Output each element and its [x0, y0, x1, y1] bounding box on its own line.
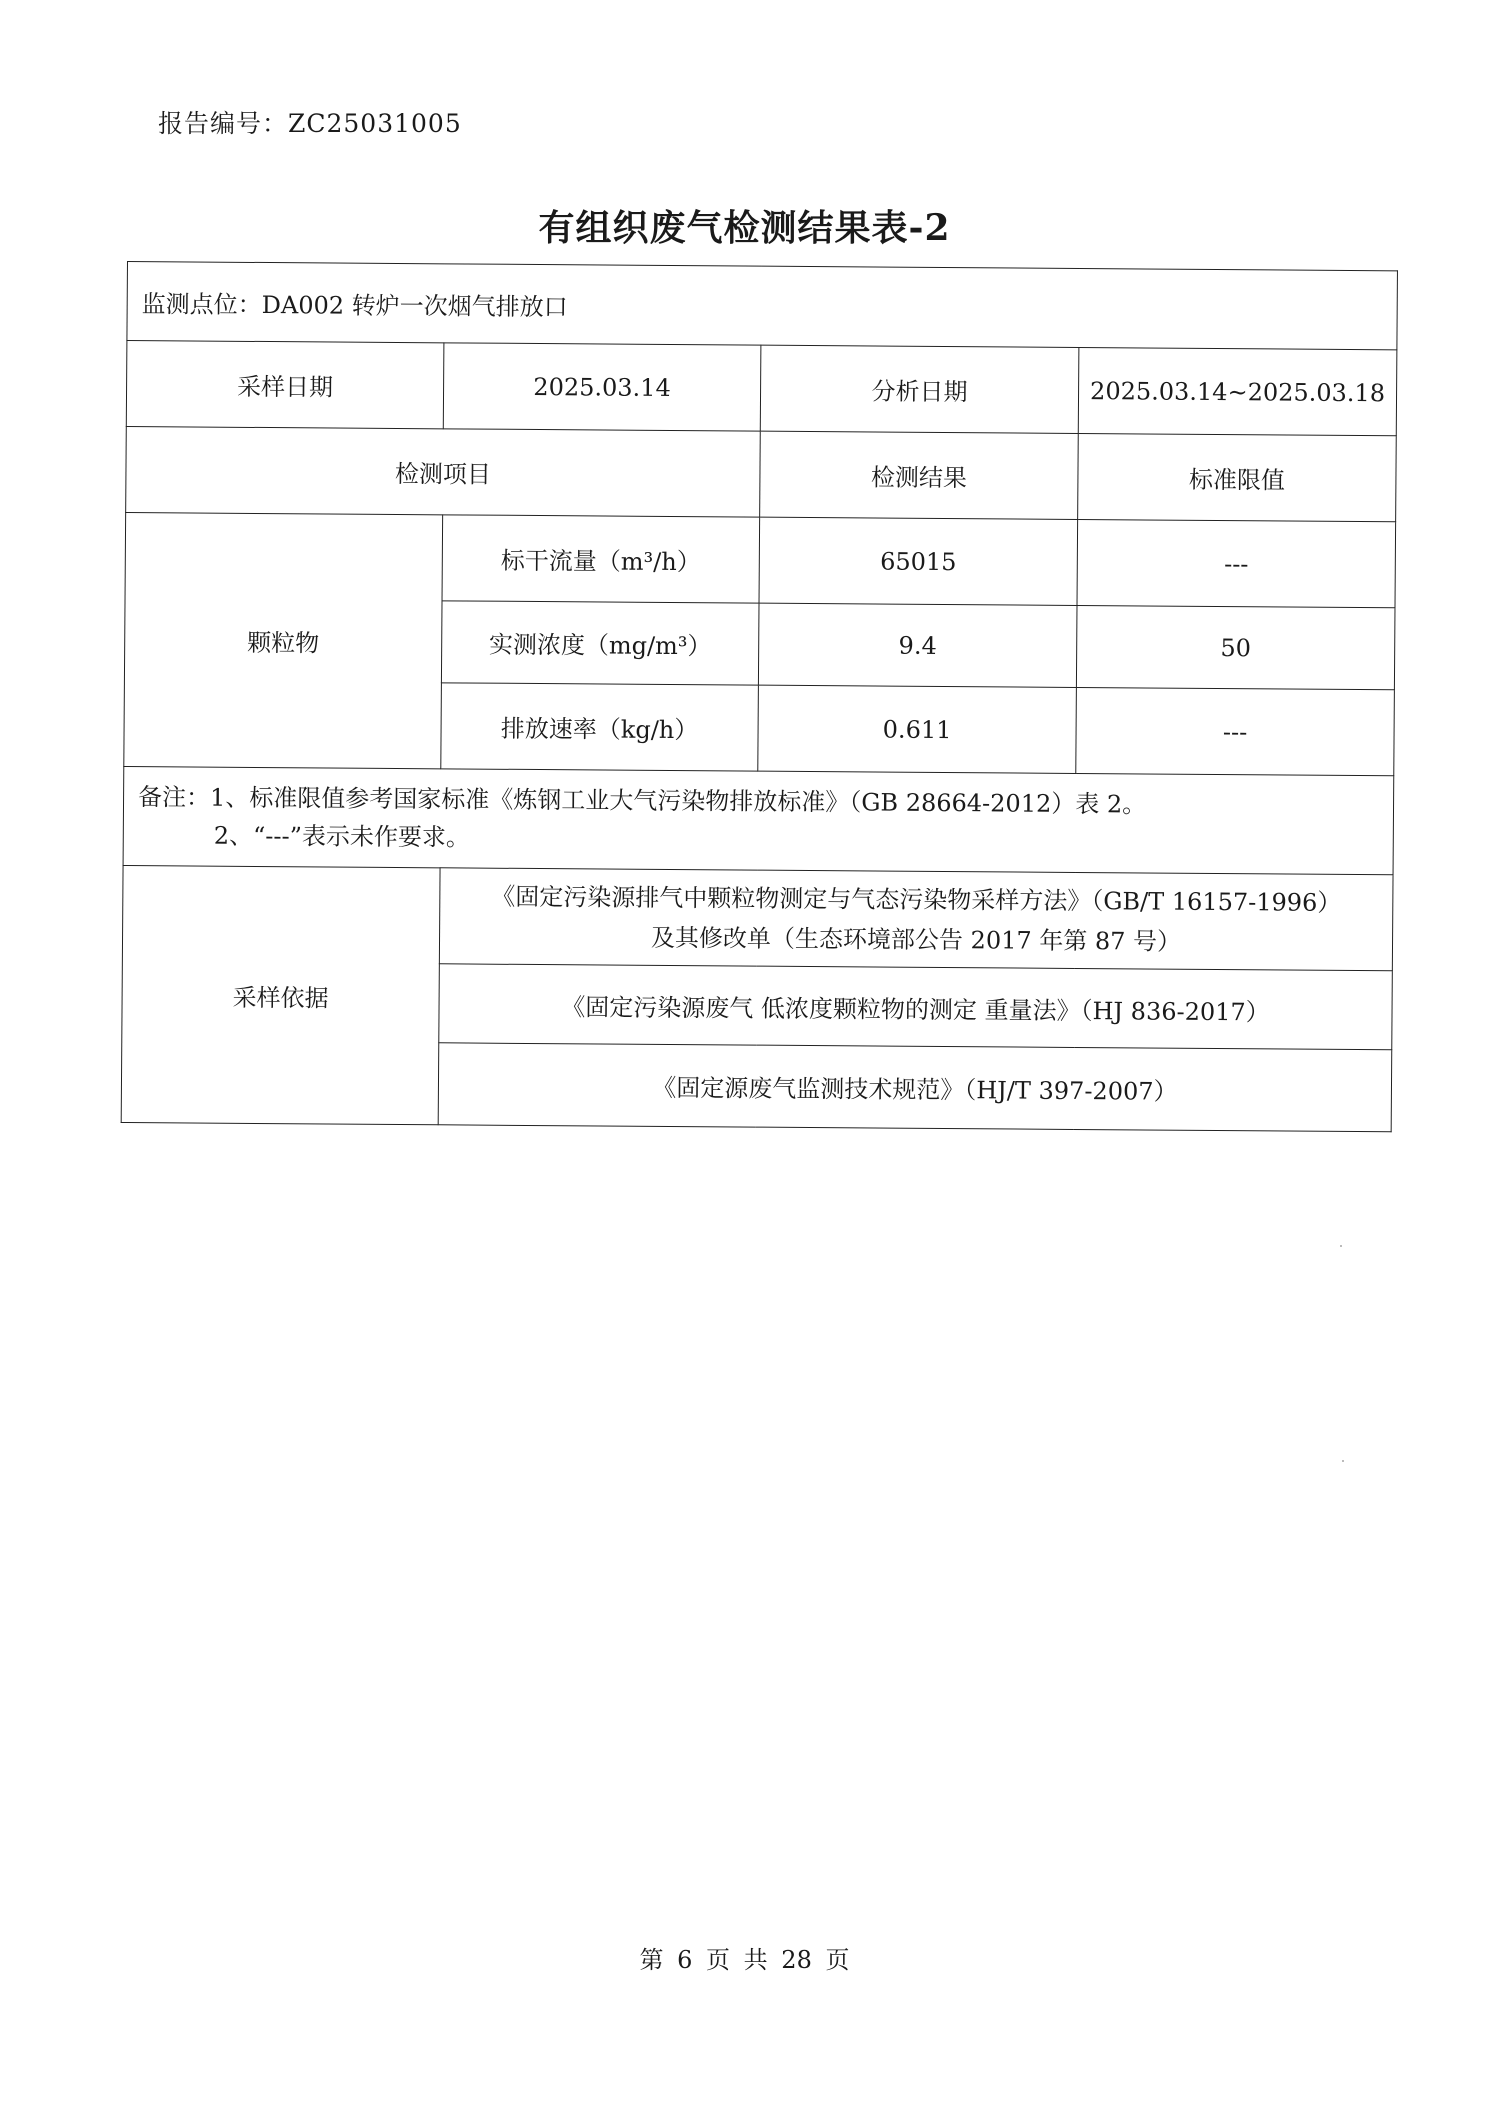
table-row [125, 512, 1396, 607]
column-header-item: 检测项目 [126, 426, 761, 517]
notes-cell [123, 766, 1394, 874]
column-header-limit: 标准限值 [1078, 433, 1397, 521]
note-line-2: 2、“---”表示未作要求。 [213, 821, 471, 852]
column-header-row [126, 426, 1397, 521]
notes-row [123, 766, 1394, 874]
basis-row [122, 865, 1393, 970]
basis-ref-1 [439, 868, 1393, 971]
basis-ref-1-line-2: 及其修改单（生态环境部公告 2017 年第 87 号） [650, 923, 1182, 956]
scan-speck [1340, 1245, 1342, 1247]
note-line-1: 备注：1、标准限值参考国家标准《炼钢工业大气污染物排放标准》（GB 28664-2012）表 2。 [137, 783, 1147, 819]
results-sheet [120, 261, 1396, 1158]
sampling-date-value: 2025.03.14 [443, 343, 761, 431]
page-number: 第 6 页 共 28 页 [639, 1946, 850, 1974]
basis-ref-1-line-1: 《固定污染源排气中颗粒物测定与气态污染物采样方法》（GB/T 16157-1996） [491, 882, 1342, 917]
basis-ref-2: 《固定污染源废气 低浓度颗粒物的测定 重量法》（HJ 836-2017） [439, 964, 1393, 1050]
basis-ref-3: 《固定源废气监测技术规范》（HJ/T 397-2007） [438, 1043, 1392, 1132]
analysis-date-label: 分析日期 [760, 345, 1079, 433]
parameter-name: 标干流量（m³/h） [442, 515, 760, 603]
parameter-name: 排放速率（kg/h） [441, 683, 759, 771]
date-row [126, 341, 1397, 436]
results-table [121, 261, 1398, 1132]
sampling-date-label: 采样日期 [126, 341, 444, 429]
scan-speck [1342, 1460, 1344, 1462]
limit-value: 50 [1076, 605, 1395, 689]
result-value: 9.4 [758, 603, 1077, 687]
basis-label: 采样依据 [121, 865, 440, 1124]
analysis-date-value: 2025.03.14~2025.03.18 [1078, 347, 1397, 435]
limit-value: --- [1076, 687, 1395, 775]
column-header-result: 检测结果 [760, 431, 1079, 519]
monitor-point-row [127, 262, 1398, 350]
pollutant-name: 颗粒物 [124, 512, 443, 768]
parameter-name: 实测浓度（mg/m³） [441, 601, 759, 685]
report-number: 报告编号：ZC25031005 [158, 109, 462, 138]
limit-value: --- [1077, 519, 1396, 607]
page-title: 有组织废气检测结果表-2 [538, 207, 951, 249]
result-value: 65015 [759, 517, 1078, 605]
result-value: 0.611 [758, 685, 1077, 773]
monitor-point-cell: 监测点位：DA002 转炉一次烟气排放口 [127, 262, 1398, 350]
